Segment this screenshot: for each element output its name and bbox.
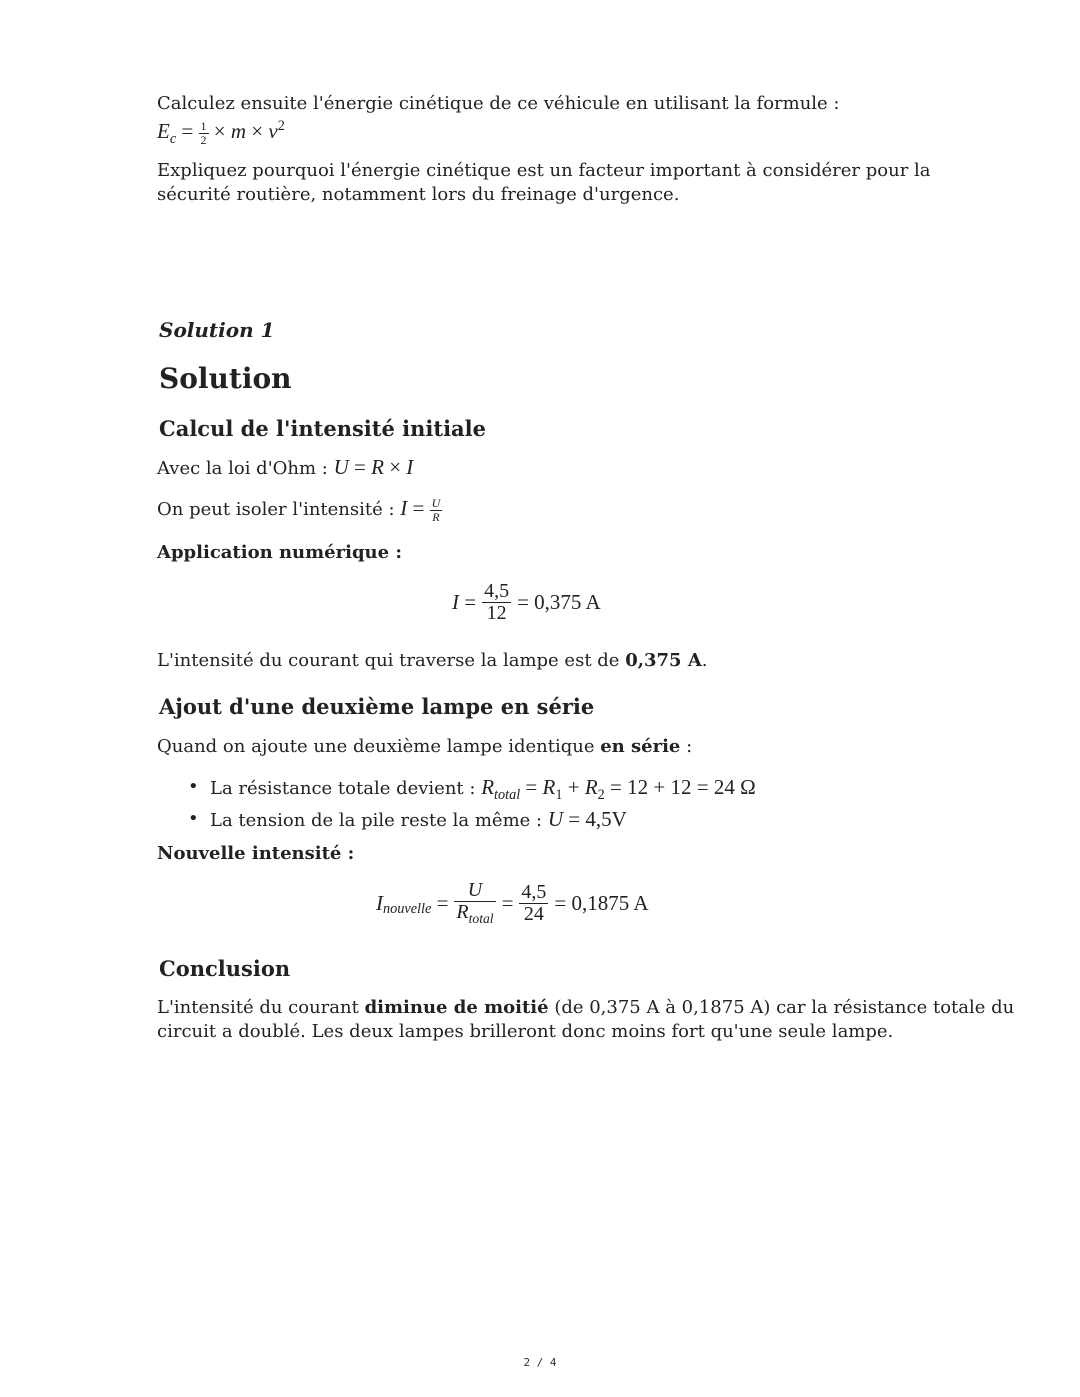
serie-text: Quand on ajoute une deuxième lampe identique (157, 736, 595, 757)
fraction-one-half: $\frac{1}{2}$ (200, 119, 207, 147)
fraction-u-over-rtotal: $\frac{U}{R_{total}}$ (456, 879, 494, 926)
serie-colon: : (680, 736, 693, 757)
explain-line-1: Expliquez pourquoi l'énergie cinétique est un facteur important à considérer pour la (157, 160, 931, 181)
new-intensity-label: Nouvelle intensité : (157, 843, 355, 864)
bullet-total-resistance-equation: $R_{total} = R_1 + R_2 = 12 + 12 = 24$ Ω (481, 775, 756, 804)
bullet-list (186, 775, 756, 833)
list-item (186, 807, 756, 833)
result-line: L'intensité du courant qui traverse la lampe est de 0,375 A. (157, 650, 708, 671)
isolate-equation: I = $\frac{U}{R}$ (400, 496, 441, 524)
section-heading-initial-intensity: Calcul de l'intensité initiale (159, 416, 486, 441)
fraction-4-5-over-24: $\frac{4,5}{24}$ (521, 880, 547, 925)
serie-line (157, 735, 692, 759)
result-value: 0,375 A (625, 650, 702, 671)
isolate-line (157, 496, 442, 523)
section-heading-second-lamp: Ajout d'une deuxième lampe en série (159, 694, 595, 719)
fraction-4-5-over-12: $\frac{4,5}{12}$ (484, 580, 510, 624)
kinetic-energy-formula: $E_c$ = $\frac{1}{2}$ × $m \times v^2$ (157, 118, 285, 148)
bullet-voltage-text: La tension de la pile reste la même : (210, 810, 543, 832)
conclusion-line-2: circuit a doublé. Les deux lampes brilleront donc moins fort qu'une seule lampe. (157, 1021, 894, 1042)
conclusion-post: (de 0,375 A à 0,1875 A) car la résistance totale du (554, 997, 1015, 1018)
equation-initial-intensity: I = $\frac{4,5}{12}$ = 0,375 A (452, 580, 601, 624)
initial-intensity-result: = 0,375 A (517, 590, 601, 614)
ohm-law-text: Avec la loi d'Ohm : (157, 458, 328, 479)
bullet-total-resistance-text: La résistance totale devient : (210, 778, 476, 799)
solution-label: Solution 1 (159, 318, 275, 342)
intro-line: Calculez ensuite l'énergie cinétique de ce véhicule en utilisant la formule : (157, 93, 840, 114)
equation-new-intensity: I $_{nouvelle}$ = $\frac{U}{R_{total}}$ = $\frac{4,5}{24}$ = 0,1875 A (376, 879, 649, 926)
ohm-law-line (157, 455, 413, 481)
bullet-voltage-equation: U = 4,5V (547, 807, 627, 832)
solution-title: Solution (159, 362, 292, 395)
fraction-u-over-r: $\frac{U}{R}$ (431, 496, 441, 524)
conclusion-bold: diminue de moitié (364, 997, 549, 1018)
result-text: L'intensité du courant qui traverse la lampe est de (157, 650, 620, 671)
page-number: 2 / 4 (523, 1356, 557, 1369)
explain-line-2: sécurité routière, notamment lors du freinage d'urgence. (157, 184, 680, 205)
serie-bold: en série (600, 736, 681, 757)
ohm-law-equation: U = R × I (333, 455, 414, 479)
new-intensity-result: = 0,1875 A (554, 890, 649, 915)
conclusion-heading: Conclusion (159, 956, 291, 981)
list-item (186, 775, 756, 807)
conclusion-line-1 (157, 996, 1014, 1020)
conclusion-pre: L'intensité du courant (157, 997, 359, 1018)
isolate-text: On peut isoler l'intensité : (157, 499, 395, 520)
numeric-application-label: Application numérique : (157, 542, 402, 563)
